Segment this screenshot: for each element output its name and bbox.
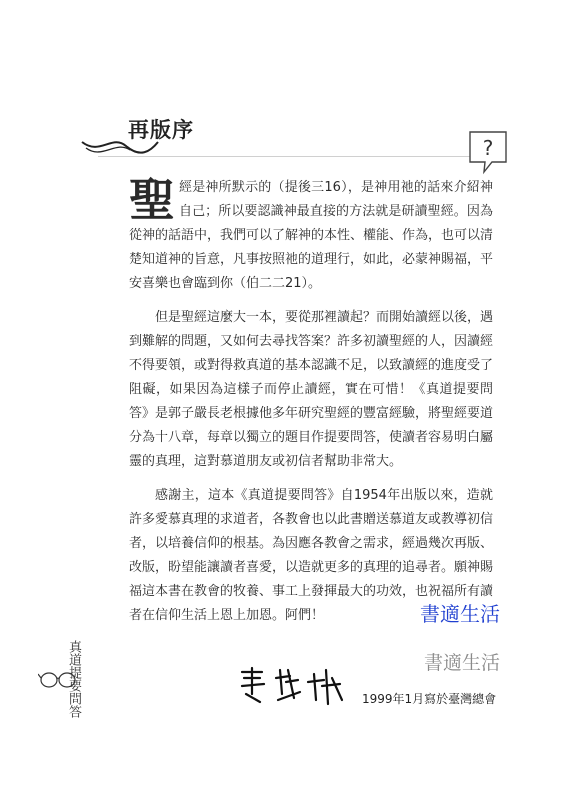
paragraph-1 — [129, 173, 494, 296]
drop-cap: 聖 — [129, 173, 175, 227]
header-divider — [98, 156, 470, 157]
paragraph-1-text: 經是神所默示的（提後三16），是神用祂的話來介紹神自己；所以要認識神最直接的方法就是研讀聖經。因為從神的話語中，我們可以了解神的本性、權能、作為，也可以清楚知道神的旨意，凡事按照祂的道理行，如此，必蒙神賜福，平安喜樂也會臨到你（伯二二21）。 — [129, 180, 494, 291]
question-bubble-icon — [466, 128, 510, 176]
signature-date: 1999年1月寫於臺灣總會 — [362, 692, 497, 706]
page-title: 再版序 — [128, 117, 194, 142]
stamp-overlay-blue: 書適生活 — [420, 602, 500, 626]
stamp-watermark-gray: 書適生活 — [424, 652, 501, 674]
question-mark: ? — [482, 136, 494, 160]
side-book-title: 真道提要問答 — [66, 640, 81, 718]
preface-body — [129, 173, 494, 638]
paragraph-3: 感謝主，這本《真道提要問答》自1954年出版以來，造就許多愛慕真理的求道者，各教會也以此書贈送慕道友或教導初信者，以培養信仰的根基。為因應各教會之需求，經過幾次再版、改版，盼望能讓讀者喜愛，以造就更多的真理的追尋者。願神賜福這本書在教會的牧養、事工上發揮最大的功效，也祝福所有讀者在信仰生活上恩上加恩。阿們！ — [129, 488, 494, 623]
handwritten-signature — [236, 664, 356, 710]
paragraph-2: 但是聖經這麼大一本，要從那裡讀起？而開始讀經以後，遇到難解的問題，又如何去尋找答案？許多初讀聖經的人，因讀經不得要領，或對得救真道的基本認識不足，以致讀經的進度受了阻礙，如果因為這樣子而停止讀經，實在可惜！《真道提要問答》是郭子嚴長老根據他多年研究聖經的豐富經驗，將聖經要道分為十八章，每章以獨立的題目作提要問答，使讀者容易明白屬靈的真理，這對慕道朋友或初信者幫助非常大。 — [129, 310, 494, 469]
